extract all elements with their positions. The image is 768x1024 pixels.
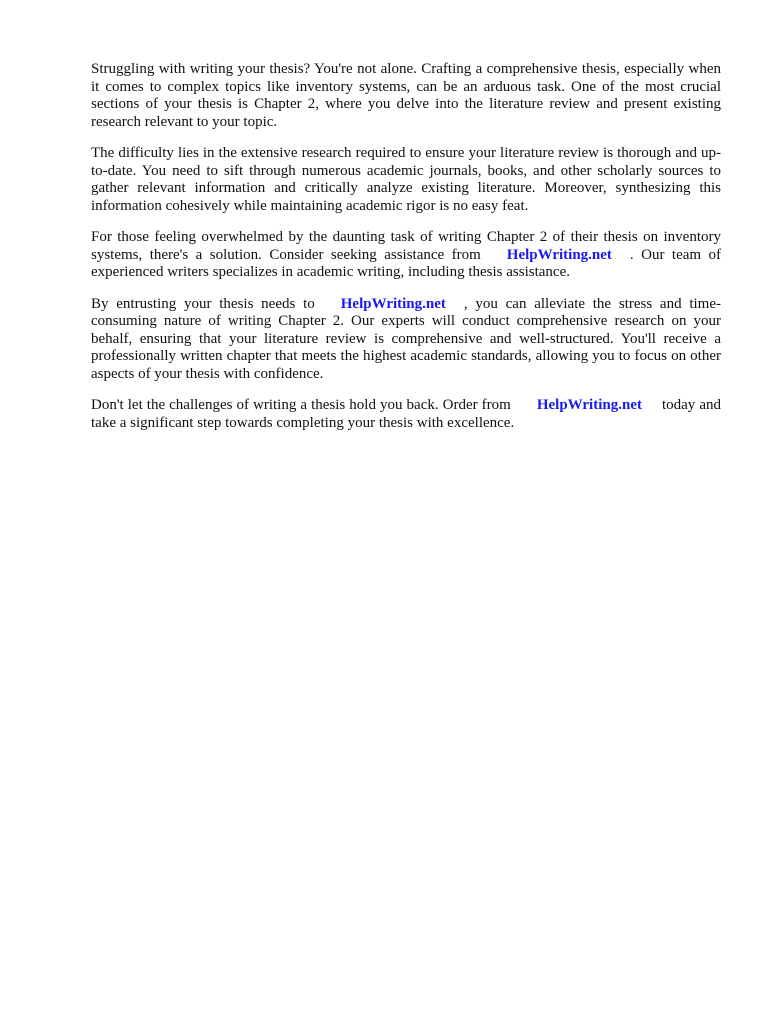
paragraph-entrusting-text-after: , you can alleviate the stress and time-consuming nature of writing Chapter 2. Our experts will conduct comprehensive research on your behalf, ensuring that your literature review is comprehensive and well-structured. You'll receive a professionally written chapter that meets the highest academic standards, allowing you to focus on other aspects of your thesis with confidence. (91, 295, 721, 382)
paragraph-call-to-action-text-after: today and take a significant step towards completing your thesis with excellence. (91, 397, 721, 431)
helpwriting-link[interactable]: HelpWriting.net (536, 397, 642, 413)
paragraph-intro-text: Struggling with writing your thesis? You're not alone. Crafting a comprehensive thesis, especially when it comes to complex topics like inventory systems, can be an arduous task. One of the most crucial sections of your thesis is Chapter 2, where you delve into the literature review and present existing research relevant to your topic. (91, 61, 721, 130)
helpwriting-link[interactable]: HelpWriting.net (506, 246, 612, 263)
paragraph-solution (91, 229, 721, 282)
helpwriting-link[interactable]: HelpWriting.net (340, 295, 446, 312)
paragraph-solution-text-after: . Our team of experienced writers specializes in academic writing, including thesis assistance. (91, 246, 721, 280)
paragraph-solution-text-before: For those feeling overwhelmed by the daunting task of writing Chapter 2 of their thesis on inventory systems, there's a solution. Consider seeking assistance from (91, 229, 721, 263)
paragraph-entrusting-text-before: By entrusting your thesis needs to (91, 295, 315, 312)
paragraph-difficulty-text: The difficulty lies in the extensive research required to ensure your literature review is thorough and up-to-date. You need to sift through numerous academic journals, books, and other scholarly sources to gather relevant information and critically analyze existing literature. Moreover, synthesizing this information cohesively while maintaining academic rigor is no easy feat. (91, 145, 721, 214)
paragraph-intro (91, 61, 721, 131)
paragraph-call-to-action (91, 397, 721, 432)
paragraph-difficulty (91, 145, 721, 215)
paragraph-call-to-action-text-before: Don't let the challenges of writing a thesis hold you back. Order from (91, 397, 511, 413)
document-body (91, 61, 721, 446)
paragraph-entrusting (91, 296, 721, 384)
